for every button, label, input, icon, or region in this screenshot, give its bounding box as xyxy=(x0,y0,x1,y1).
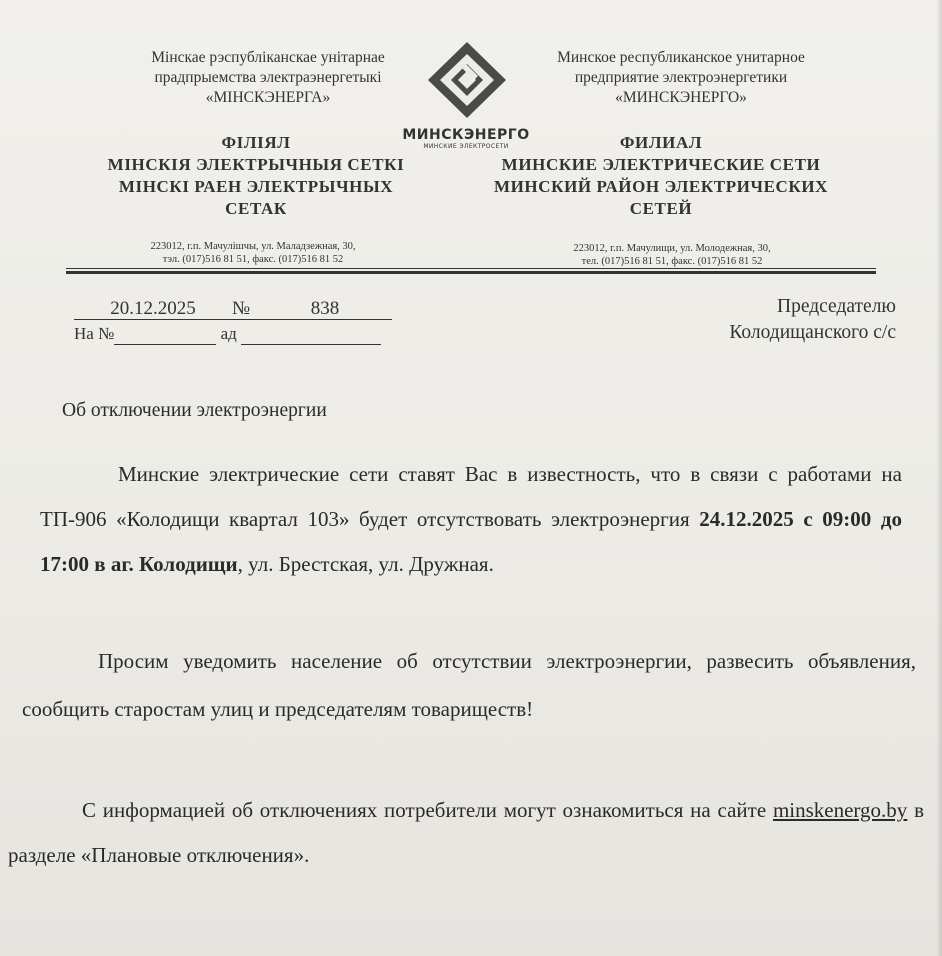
paragraph-1-part-1: Минские электрические сети ставят Вас в известность, что в связи с работами на ТП-906 «Колодищи квартал 103» будет отсутствовать электроэнергия xyxy=(40,462,902,531)
right-branch-line-2: МИНСКИЕ ЭЛЕКТРИЧЕСКИЕ СЕТИ xyxy=(501,155,821,174)
reply-number-sign: № xyxy=(98,324,115,343)
right-branch-name xyxy=(464,132,858,220)
addressee-line-2: Колодищанского с/с xyxy=(729,322,896,343)
brand-name: МИНСКЭНЕРГО xyxy=(402,127,530,143)
paragraph-3-text xyxy=(8,788,924,878)
brand-subtitle: МИНСКИЕ ЭЛЕКТРОСЕТИ xyxy=(423,143,509,150)
paragraph-3-part-1: С информацией об отключениях потребители могут ознакомиться на сайте xyxy=(82,798,773,822)
right-address-line-2: тел. (017)516 81 51, факс. (017)516 81 52 xyxy=(581,256,763,267)
minskenergo-logo-icon xyxy=(426,40,508,120)
left-org-line-3: «МІНСКЭНЕРГА» xyxy=(205,89,331,106)
left-branch-line-3: МІНСКІ РАЕН ЭЛЕКТРЫЧНЫХ xyxy=(118,177,394,196)
addressee-line-1: Председателю xyxy=(777,296,896,317)
reply-from-label: ад xyxy=(220,324,237,343)
left-org-line-2: прадпрыемства электраэнергетыкі xyxy=(154,69,382,86)
right-branch-line-3: МИНСКИЙ РАЙОН ЭЛЕКТРИЧЕСКИХ xyxy=(493,177,829,196)
left-branch-line-4: СЕТАК xyxy=(225,199,287,218)
outgoing-number-sign: № xyxy=(232,299,258,320)
outgoing-number: 838 xyxy=(258,299,392,320)
reply-number-field xyxy=(114,324,216,345)
right-org-line-2: предприятие электроэнергетики xyxy=(574,69,788,86)
reply-date-field xyxy=(241,324,381,345)
website-link[interactable]: minskenergo.by xyxy=(772,798,908,822)
paragraph-2-text: Просим уведомить население об отсутствии электроэнергии, развесить объявления, сообщить старостам улиц и председателям товариществ! xyxy=(22,649,916,721)
left-address xyxy=(98,240,408,266)
outgoing-date: 20.12.2025 xyxy=(74,299,232,320)
right-org-line-1: Минское республиканское унитарное xyxy=(557,49,805,66)
right-address-line-1: 223012, г.п. Мачулищи, ул. Молодежная, 30, xyxy=(573,243,771,254)
paragraph-3-part-2: в разделе «Плановые отключения». xyxy=(8,798,924,867)
paragraph-1-text xyxy=(40,452,902,587)
header-rule-thin xyxy=(66,268,876,269)
addressee xyxy=(729,294,896,346)
reply-reference-line xyxy=(74,324,381,345)
left-branch-line-1: ФІЛІЯЛ xyxy=(221,133,291,152)
outage-date-time-place: 24.12.2025 с 09:00 до 17:00 в аг. Колодищи xyxy=(40,507,902,576)
right-org-line-3: «МИНСКЭНЕРГО» xyxy=(615,89,747,106)
reply-prefix: На xyxy=(74,324,94,343)
paragraph-1-part-2: , ул. Брестская, ул. Дружная. xyxy=(237,552,494,576)
letter-subject: Об отключении электроэнергии xyxy=(62,400,327,421)
right-address xyxy=(512,242,832,268)
header-rule-thick xyxy=(66,271,876,274)
right-org-name xyxy=(514,48,848,108)
body-paragraph-1 xyxy=(40,452,902,587)
left-org-name xyxy=(108,48,428,108)
left-address-line-1: 223012, г.п. Мачулішчы, ул. Маладзежная, 30, xyxy=(150,241,356,252)
body-paragraph-3 xyxy=(8,788,924,878)
left-org-line-1: Мінскае рэспубліканскае унітарнае xyxy=(151,49,385,66)
right-branch-line-1: ФИЛИАЛ xyxy=(619,133,703,152)
right-branch-line-4: СЕТЕЙ xyxy=(629,199,693,218)
left-branch-line-2: МІНСКІЯ ЭЛЕКТРЫЧНЫЯ СЕТКІ xyxy=(107,155,405,174)
left-branch-name xyxy=(86,132,426,220)
left-address-line-2: тэл. (017)516 81 51, факс. (017)516 81 52 xyxy=(162,254,344,265)
body-paragraph-2 xyxy=(22,637,916,733)
registration-line xyxy=(74,298,392,320)
